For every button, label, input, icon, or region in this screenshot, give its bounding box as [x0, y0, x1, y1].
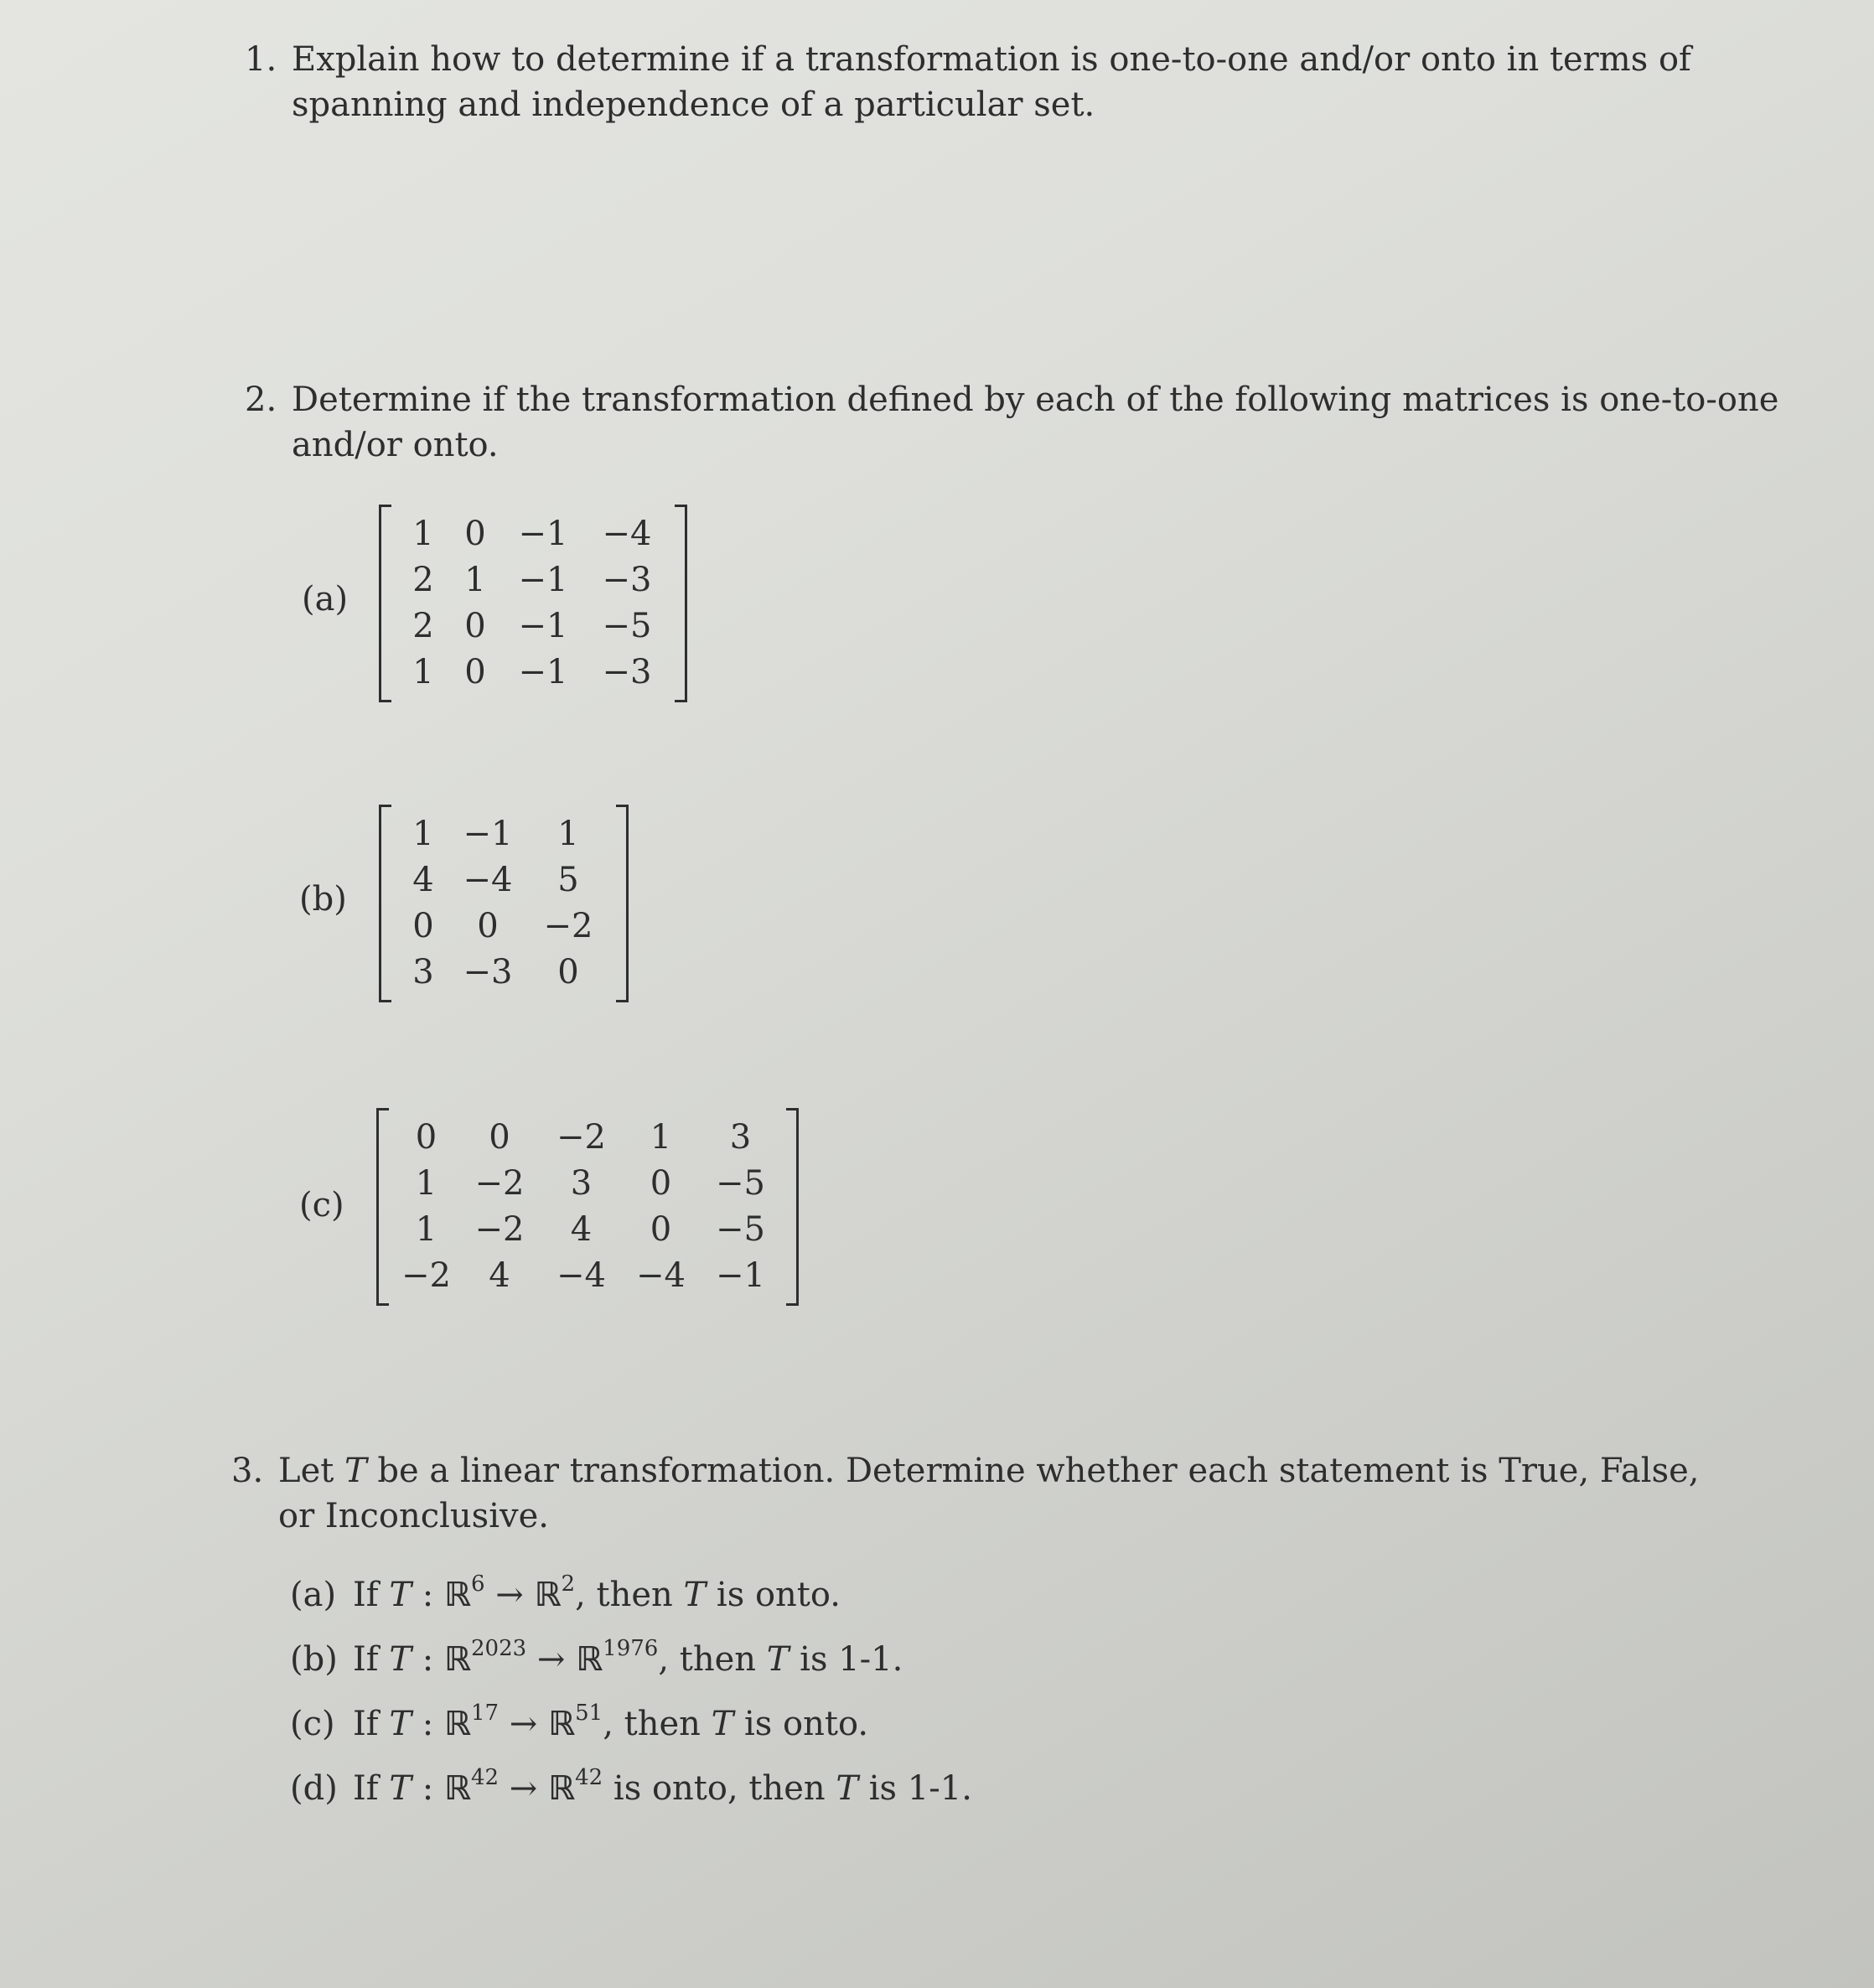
matrix-cell: 1 [464, 561, 486, 599]
problem-text [292, 37, 1691, 127]
problem-3 [231, 1448, 1699, 1539]
matrix-cell: 3 [412, 953, 434, 991]
matrix-c [376, 1115, 799, 1299]
matrix-cell: 1 [415, 1164, 437, 1203]
problem-text-line: Determine if the transformation defined by each of the following matrices is one-to-one [292, 381, 1779, 419]
matrix-cell: 1 [412, 815, 434, 853]
matrix-cell: −2 [401, 1256, 451, 1295]
matrix-cell: 2 [412, 607, 434, 645]
matrix-cell: −5 [716, 1164, 765, 1203]
matrix-cell: 0 [557, 953, 579, 991]
matrix-label: (a) [302, 580, 349, 619]
matrix-cell: 0 [464, 607, 486, 645]
matrix-cell: 1 [650, 1118, 672, 1157]
matrix-cell: −4 [557, 1256, 606, 1295]
matrix-cell: 0 [477, 907, 499, 945]
problem-2 [245, 377, 1778, 468]
matrix-cell: −3 [463, 953, 513, 991]
matrix-cell: −1 [518, 515, 568, 553]
matrix-cell: 0 [412, 907, 434, 945]
statement-item [290, 1571, 841, 1614]
matrix-cell: −2 [543, 907, 593, 945]
matrix-cell: 2 [412, 561, 434, 599]
matrix-cell: 0 [489, 1118, 510, 1157]
matrix-cell: 5 [557, 861, 579, 899]
problem-number: 3. [231, 1452, 264, 1490]
problem-text-line: or Inconclusive. [278, 1497, 549, 1535]
matrix-cell: 3 [729, 1118, 752, 1157]
matrix-cell: 1 [412, 515, 434, 553]
matrix-cell: −5 [716, 1210, 765, 1249]
problem-text-line: Let T be a linear transformation. Determine whether each statement is True, False, [278, 1452, 1700, 1490]
matrix-cell: −4 [636, 1256, 686, 1295]
problem-number: 1. [245, 40, 277, 79]
statement-text: If T : ℝ$^{42}$ → ℝ$^{42}$ is onto, then T is 1-1. [353, 1765, 972, 1808]
matrix-cell: −5 [602, 607, 652, 645]
problem-text [292, 377, 1778, 468]
matrix-cell: 0 [650, 1210, 672, 1249]
matrix-cell: 1 [412, 653, 434, 691]
matrix-cell: −4 [602, 515, 652, 553]
problem-text-line: and/or onto. [292, 426, 499, 464]
matrix-cell: 1 [557, 815, 579, 853]
matrix-cell: −2 [557, 1118, 606, 1157]
statement-item [290, 1765, 972, 1808]
matrix-b [379, 811, 629, 996]
matrix-cell: −1 [463, 815, 513, 853]
matrix-a [379, 511, 687, 696]
matrix-cell: 4 [412, 861, 434, 899]
statement-item [290, 1636, 903, 1679]
statement-item [290, 1701, 869, 1743]
matrix-cell: 4 [570, 1210, 593, 1249]
statement-text: If T : ℝ$^6$ → ℝ$^2$, then T is onto. [353, 1571, 841, 1614]
matrix-label: (b) [299, 880, 347, 919]
statement-label: (b) [290, 1640, 338, 1679]
matrix-cell: 1 [415, 1210, 437, 1249]
matrix-cell: 3 [570, 1164, 593, 1203]
matrix-cell: 4 [489, 1256, 510, 1295]
matrix-cell: 0 [464, 653, 486, 691]
matrix-cell: 0 [415, 1118, 437, 1157]
problem-text [278, 1448, 1699, 1539]
problem-text-line: spanning and independence of a particular set. [292, 85, 1095, 124]
matrix-cell: −1 [716, 1256, 765, 1295]
problem-number: 2. [245, 381, 277, 419]
matrix-cell: −1 [518, 561, 568, 599]
matrix-cell: −1 [518, 653, 568, 691]
problem-text-line: Explain how to determine if a transformation is one-to-one and/or onto in terms of [292, 40, 1691, 79]
matrix-cell: 0 [464, 515, 486, 553]
problem-1 [245, 37, 1691, 127]
statement-label: (d) [290, 1769, 338, 1808]
matrix-cell: −2 [474, 1210, 525, 1249]
statement-label: (a) [290, 1576, 337, 1614]
matrix-cell: −2 [474, 1164, 525, 1203]
matrix-cell: −4 [463, 861, 513, 899]
statement-text: If T : ℝ$^{17}$ → ℝ$^{51}$, then T is onto. [353, 1701, 869, 1743]
statement-label: (c) [290, 1705, 335, 1743]
matrix-cell: 0 [650, 1164, 672, 1203]
matrix-cell: −3 [602, 653, 652, 691]
statement-text: If T : ℝ$^{2023}$ → ℝ$^{1976}$, then T is 1-1. [353, 1636, 903, 1679]
matrix-label: (c) [299, 1186, 344, 1224]
matrix-cell: −3 [602, 561, 652, 599]
variable-t: T [344, 1452, 367, 1490]
matrix-cell: −1 [518, 607, 568, 645]
